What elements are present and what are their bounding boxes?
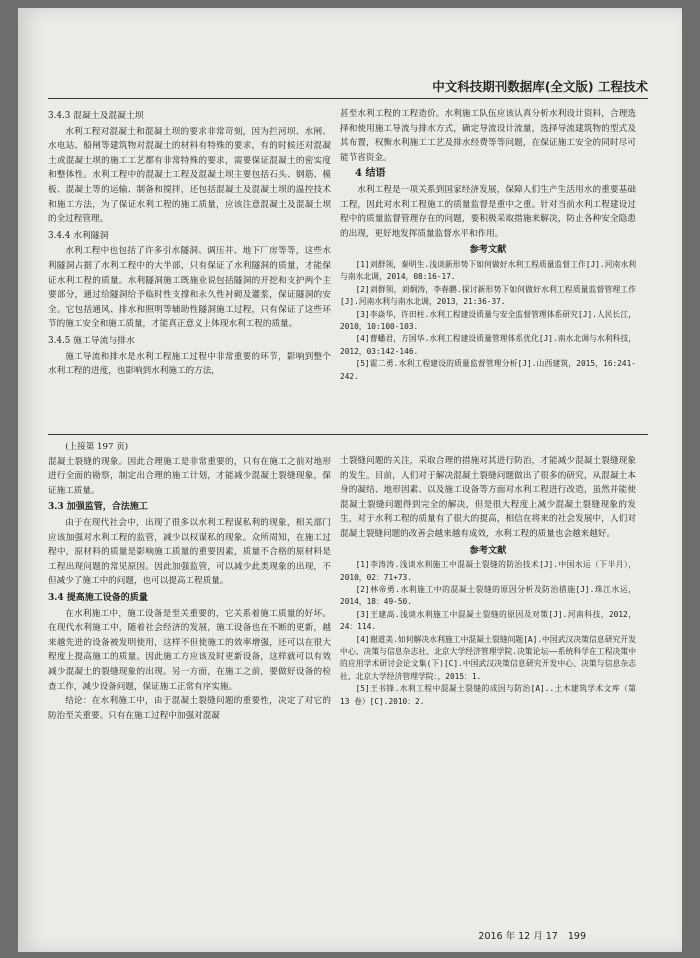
lower-left-column	[48, 440, 331, 723]
reference-item: [1]刘群领，秦明生.浅谈新形势下如何做好水利工程质量监督工作[J].河南水利与南水北调，2014，08:16-17.	[340, 259, 636, 282]
reference-item: [2]林帝勇.水利施工中的混凝土裂缝的原因分析及防治措施[J].珠江水运，2014，18：49-50.	[340, 584, 636, 607]
section-title-3-4: 3.4 提高施工设备的质量	[48, 592, 148, 603]
paragraph: 甚至水利工程的工程造价。水利施工队伍应该认真分析水利设计资料，合理选择和使用施工导流与排水方式，确定导流设计流量，选择导流建筑物的型式及其布置，权衡水利施工工艺及排水经费等等问题，在保证施工安全的同时尽可能节省资金。	[340, 109, 636, 163]
reference-item: [4]谢道美.如何解决水利施工中混凝土裂缝问题[A].中国武汉决策信息研究开发中心、决策与信息杂志社、北京大学经济管理学院.决策论坛——系统科学在工程决策中的应用学术研讨会论文集(下)[C].中国武汉决策信息研究开发中心、决策与信息杂志社、北京大学经济管理学院：，2015：1.	[340, 634, 636, 681]
paragraph: 结论：在水利施工中，由于混凝土裂缝问题的重要性，决定了对它的防治至关重要。只有在施工过程中加强对混凝	[48, 696, 331, 721]
journal-page	[18, 8, 682, 952]
page-footer	[478, 928, 586, 942]
paragraph: 混凝土裂缝的现象。因此合理施工是非常重要的，只有在施工之前对地形进行全面的勘察，制定出合理的施工计划，才能减少混凝土裂缝现象，保证施工质量。	[48, 456, 331, 496]
section-divider	[48, 434, 648, 435]
reference-item: [4]曹蟠君，方国华.水利工程建设质量管理体系优化[J].南水北调与水利科技，2012，03:142-146.	[340, 334, 636, 356]
section-title-4: 4 结语	[355, 168, 386, 180]
section-title-3-4-4: 3.4.4 水利隧洞	[48, 230, 109, 241]
section-title-3-4-5: 3.4.5 施工导流与排水	[48, 335, 135, 346]
paragraph: 水利工程是一项关系到国家经济发展，保障人们生产生活用水的重要基础工程，因此对水利工程施工的质量监督是重中之重。针对当前水利工程建设过程中的质量监督管理存在的问题，要积极采取措施来解决，防止各种安全隐患的出现，更好地发挥质量监督水平和作用。	[340, 184, 636, 239]
section-title-3-4-3: 3.4.3 混凝土及混凝土坝	[48, 111, 144, 121]
issue-date: 2016 年 12 月 17	[478, 931, 558, 942]
references-heading: 参考文献	[469, 244, 507, 256]
reference-item: [3]王建高.浅谈水利施工中混凝土裂缝的原因及对策[J].河南科技，2012，24：114.	[340, 609, 636, 632]
running-header	[48, 72, 648, 99]
reference-item: [1]李涛涛.浅谈水利施工中混凝土裂缝的防治技术[J].中国水运（下半月），2010，02：71+73.	[340, 560, 636, 582]
reference-item: [3]李焱华，许田柱.水利工程建设质量与安全监督管理体系研究[J].人民长江，2010，10:100-103.	[340, 309, 636, 331]
reference-item: [5]王书锋.水利工程中混凝土裂缝的成因与防治[A]..土木建筑学术文库（第 13 卷）[C].2010：2.	[340, 684, 636, 706]
upper-left-column	[48, 107, 331, 379]
lower-right-column	[340, 454, 636, 708]
paragraph: 施工导流和排水是水利工程施工过程中非常重要的环节，影响到整个水利工程的进度，也影响到水利施工的方法，	[48, 351, 331, 377]
paragraph: 水利工程对混凝土和混凝土坝的要求非常苛刻，因为拦河坝、水闸、水电站、船闸等建筑物对混凝土的材料有特殊的要求，有的时候还对混凝土或混凝土坝的施工工艺都有非常特殊的要求，需要保证混凝土的密实度和整体性。水利工程中的混凝土工程及混凝土坝主要包括石头、钢筋、模板、混凝土等的运输、制备和搅拌，还包括混凝土及混凝土坝的温控技术和施工方法，为了保证水利工程的施工质量，应该注意混凝土及混凝土坝的全过程管理。	[48, 126, 331, 225]
reference-item: [2]刘群领，刘炯涛，李春鹏.探讨新形势下如何做好水利工程质量监督管理工作[J].河南水利与南水北调，2013，21:36-37.	[340, 284, 636, 307]
paragraph: 水利工程中也包括了许多引水隧洞、调压井、地下厂房等等，这些水利隧洞占据了水利工程中的大半部，只有保证了水利隧洞的质量，才能保证水利工程的质量。水利隧洞施工既施业说包括隧洞的开挖和支护两个主要部分，通过给隧洞给予临时性支撑和永久性衬砌及灌浆，保证隧洞的安全。它包括通风、排水和照明等辅助性隧洞施工过程，只有保证了这些环节的施工安全和施工质量，才能真正意义上体现水利工程的质量。	[48, 246, 331, 330]
paragraph: 在水利施工中，施工设备是至关重要的，它关系着施工质量的好坏。在现代水利施工中，随着社会经济的发展，施工设备也在不断的更新，越来越先进的设备被发明使用，这样不但使施工的效率增强，还可以在很大程度上提高施工的质量。因此施工方应该及时更新设备，这样就可以有效减少混凝土的裂缝现象的出现。另一方面，在施工之前，要做好设备的检查工作，减少设备问题，保证施工正常有序实施。	[48, 608, 331, 692]
paragraph: 土裂缝问题的关注，采取合理的措施对其进行防治，才能减少混凝土裂缝现象的发生。目前，人们对于解决混凝土裂缝问题做出了很多的研究，从混凝土本身的凝结、地形因素、以及施工设备等方面对水利工程进行改造，虽然并能使混凝土裂缝问题得到完全的解决，但是很大程度上减少混凝土裂缝现象的发生，对于水利工程的质量有了很大的提高，相信在将来的社会发展中，人们对混凝土裂缝问题的改善会越来越有成效，水利工程的质量也会越来越好。	[340, 456, 636, 539]
page-number: 199	[567, 931, 586, 942]
references-heading: 参考文献	[469, 544, 507, 556]
reference-item: [5]霍二勇.水利工程建设的质量监督管理分析[J].山西建筑，2015，16:241-242.	[340, 359, 636, 381]
section-title-3-3: 3.3 加强监管，合法施工	[48, 502, 148, 513]
paragraph: 由于在现代社会中，出现了很多以水利工程谋私利的现象，相关部门应该加强对水利工程的监管，减少以权谋私的现象。众所周知，在施工过程中，原材料的质量是影响施工质量的重要因素，质量不合格的原材料是工程出现问题的常见原因。因此加强监管，可以减少此类现象的出现，不但减少了施工中的问题，也可以提高工程质量。	[48, 517, 331, 587]
continuation-note: (上接第 197 页)	[65, 442, 129, 452]
header-title: 中文科技期刊数据库(全文版) 工程技术	[432, 79, 648, 94]
upper-right-column	[340, 107, 636, 383]
